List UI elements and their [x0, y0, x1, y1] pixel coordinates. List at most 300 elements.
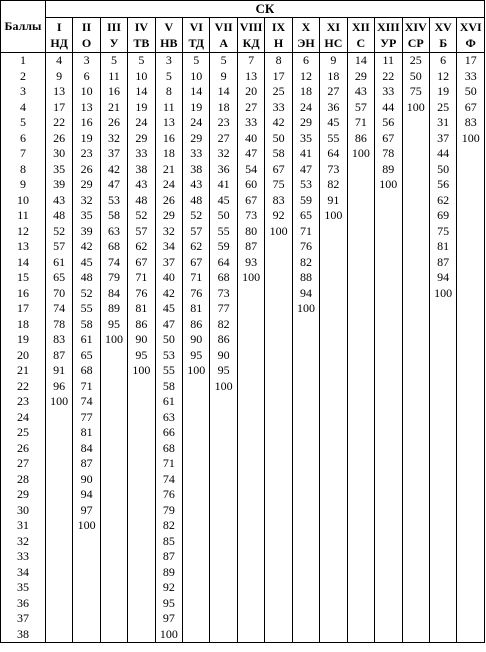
value-cell: [347, 565, 374, 581]
value-cell: 73: [320, 162, 347, 178]
value-cell: [402, 270, 429, 286]
column-abbreviation: ЭН: [297, 36, 315, 50]
value-cell: [402, 286, 429, 302]
table-row: [1, 549, 485, 565]
value-cell: [73, 611, 100, 627]
value-cell: [183, 410, 210, 426]
column-number: V: [164, 20, 174, 34]
value-cell: 55: [73, 301, 100, 317]
table-row: [1, 596, 485, 612]
value-cell: [457, 503, 485, 519]
column-abbreviation: Ф: [465, 36, 476, 50]
value-cell: 100: [237, 270, 264, 286]
table-row: [1, 115, 485, 131]
value-cell: 13: [155, 115, 182, 131]
table-row: [1, 239, 485, 255]
value-cell: 39: [45, 177, 72, 193]
ball-cell: 12: [1, 224, 46, 240]
value-cell: [292, 348, 319, 364]
value-cell: 100: [128, 363, 155, 379]
value-cell: [45, 503, 72, 519]
column-header: [265, 18, 292, 53]
value-cell: 63: [155, 410, 182, 426]
value-cell: 86: [128, 317, 155, 333]
value-cell: 45: [73, 255, 100, 271]
balls-header: Баллы: [1, 1, 46, 53]
value-cell: [73, 549, 100, 565]
value-cell: [45, 580, 72, 596]
value-cell: [320, 394, 347, 410]
sk-group-header: СК: [45, 1, 484, 18]
value-cell: [237, 317, 264, 333]
value-cell: 38: [128, 162, 155, 178]
column-header-row: [1, 18, 485, 53]
value-cell: [265, 456, 292, 472]
value-cell: [429, 565, 456, 581]
table-row: [1, 611, 485, 627]
value-cell: 35: [73, 208, 100, 224]
value-cell: 43: [183, 177, 210, 193]
value-cell: 75: [429, 224, 456, 240]
value-cell: [347, 224, 374, 240]
table-row: [1, 270, 485, 286]
value-cell: [320, 596, 347, 612]
value-cell: [128, 410, 155, 426]
value-cell: [402, 255, 429, 271]
value-cell: [265, 580, 292, 596]
value-cell: [402, 534, 429, 550]
value-cell: [320, 441, 347, 457]
table-row: [1, 301, 485, 317]
value-cell: 58: [265, 146, 292, 162]
column-header: [100, 18, 127, 53]
value-cell: [402, 456, 429, 472]
value-cell: 38: [183, 162, 210, 178]
value-cell: [265, 286, 292, 302]
value-cell: [265, 425, 292, 441]
value-cell: 100: [347, 146, 374, 162]
value-cell: [237, 503, 264, 519]
value-cell: [45, 596, 72, 612]
value-cell: [347, 596, 374, 612]
value-cell: 71: [292, 224, 319, 240]
value-cell: 47: [100, 177, 127, 193]
value-cell: 11: [375, 53, 402, 69]
value-cell: [45, 472, 72, 488]
ball-cell: 6: [1, 131, 46, 147]
value-cell: [100, 627, 127, 643]
table-row: [1, 627, 485, 643]
value-cell: 30: [45, 146, 72, 162]
value-cell: 92: [155, 580, 182, 596]
value-cell: [402, 487, 429, 503]
value-cell: 48: [73, 270, 100, 286]
value-cell: 94: [429, 270, 456, 286]
value-cell: [347, 487, 374, 503]
value-cell: [320, 487, 347, 503]
value-cell: 27: [237, 100, 264, 116]
ball-cell: 7: [1, 146, 46, 162]
value-cell: [320, 627, 347, 643]
value-cell: 57: [183, 224, 210, 240]
value-cell: 18: [210, 100, 237, 116]
value-cell: [100, 518, 127, 534]
ball-cell: 18: [1, 317, 46, 333]
value-cell: [347, 410, 374, 426]
value-cell: [183, 503, 210, 519]
column-header: [128, 18, 155, 53]
value-cell: 100: [292, 301, 319, 317]
value-cell: 44: [429, 146, 456, 162]
value-cell: 17: [45, 100, 72, 116]
value-cell: [457, 208, 485, 224]
value-cell: 86: [210, 332, 237, 348]
value-cell: 78: [375, 146, 402, 162]
column-header: [347, 18, 374, 53]
value-cell: [265, 363, 292, 379]
value-cell: 32: [73, 193, 100, 209]
value-cell: 9: [320, 53, 347, 69]
value-cell: [402, 146, 429, 162]
table-row: [1, 332, 485, 348]
column-header: [457, 18, 485, 53]
table-row: [1, 580, 485, 596]
value-cell: 53: [292, 177, 319, 193]
value-cell: [347, 534, 374, 550]
value-cell: [347, 441, 374, 457]
value-cell: [375, 565, 402, 581]
value-cell: [402, 131, 429, 147]
value-cell: 65: [292, 208, 319, 224]
value-cell: [292, 410, 319, 426]
value-cell: 86: [183, 317, 210, 333]
value-cell: [100, 379, 127, 395]
value-cell: 95: [210, 363, 237, 379]
value-cell: 84: [73, 441, 100, 457]
value-cell: 52: [45, 224, 72, 240]
column-header: [45, 18, 72, 53]
value-cell: [457, 627, 485, 643]
value-cell: 87: [45, 348, 72, 364]
value-cell: [375, 487, 402, 503]
value-cell: 21: [155, 162, 182, 178]
value-cell: 29: [183, 131, 210, 147]
value-cell: 100: [73, 518, 100, 534]
value-cell: 26: [155, 193, 182, 209]
value-cell: 33: [128, 146, 155, 162]
value-cell: [429, 627, 456, 643]
value-cell: 29: [347, 69, 374, 85]
value-cell: 89: [155, 565, 182, 581]
value-cell: 100: [100, 332, 127, 348]
value-cell: [375, 472, 402, 488]
ball-cell: 19: [1, 332, 46, 348]
value-cell: 37: [155, 255, 182, 271]
value-cell: [429, 301, 456, 317]
value-cell: 41: [292, 146, 319, 162]
ball-cell: 20: [1, 348, 46, 364]
value-cell: [375, 503, 402, 519]
value-cell: [210, 534, 237, 550]
column-header: [375, 18, 402, 53]
value-cell: [45, 410, 72, 426]
value-cell: [375, 534, 402, 550]
value-cell: 26: [73, 162, 100, 178]
value-cell: 67: [183, 255, 210, 271]
header-row-group: [1, 1, 485, 18]
value-cell: 50: [265, 131, 292, 147]
column-abbreviation: УР: [380, 36, 397, 50]
value-cell: 50: [457, 84, 485, 100]
value-cell: [183, 627, 210, 643]
value-cell: [347, 580, 374, 596]
value-cell: [402, 611, 429, 627]
value-cell: [429, 472, 456, 488]
value-cell: [347, 456, 374, 472]
value-cell: [347, 193, 374, 209]
value-cell: [347, 301, 374, 317]
value-cell: 73: [237, 208, 264, 224]
value-cell: [292, 472, 319, 488]
value-cell: [429, 456, 456, 472]
value-cell: [429, 503, 456, 519]
value-cell: [347, 627, 374, 643]
value-cell: [457, 286, 485, 302]
value-cell: 100: [155, 627, 182, 643]
value-cell: [45, 611, 72, 627]
value-cell: [265, 487, 292, 503]
ball-cell: 26: [1, 441, 46, 457]
ball-cell: 8: [1, 162, 46, 178]
value-cell: 36: [320, 100, 347, 116]
value-cell: [375, 193, 402, 209]
value-cell: [347, 348, 374, 364]
value-cell: [265, 410, 292, 426]
value-cell: 63: [100, 224, 127, 240]
value-cell: [265, 332, 292, 348]
value-cell: 20: [237, 84, 264, 100]
ball-cell: 30: [1, 503, 46, 519]
value-cell: 23: [210, 115, 237, 131]
value-cell: [100, 441, 127, 457]
value-cell: 8: [155, 84, 182, 100]
value-cell: 45: [210, 193, 237, 209]
value-cell: 34: [155, 239, 182, 255]
value-cell: 9: [45, 69, 72, 85]
value-cell: [347, 286, 374, 302]
column-number: XIV: [404, 20, 427, 34]
value-cell: [237, 456, 264, 472]
value-cell: 77: [73, 410, 100, 426]
value-cell: [347, 611, 374, 627]
value-cell: 61: [45, 255, 72, 271]
ball-cell: 15: [1, 270, 46, 286]
value-cell: 7: [237, 53, 264, 69]
value-cell: [457, 379, 485, 395]
table-row: [1, 503, 485, 519]
value-cell: 17: [265, 69, 292, 85]
value-cell: 42: [100, 162, 127, 178]
value-cell: [429, 348, 456, 364]
value-cell: [457, 239, 485, 255]
value-cell: [237, 379, 264, 395]
value-cell: [457, 534, 485, 550]
value-cell: [457, 472, 485, 488]
ball-cell: 16: [1, 286, 46, 302]
value-cell: [457, 270, 485, 286]
value-cell: 16: [155, 131, 182, 147]
value-cell: [265, 596, 292, 612]
column-number: XII: [351, 20, 370, 34]
value-cell: 53: [100, 193, 127, 209]
value-cell: [292, 456, 319, 472]
ball-cell: 23: [1, 394, 46, 410]
value-cell: 42: [73, 239, 100, 255]
value-cell: [402, 472, 429, 488]
value-cell: [100, 394, 127, 410]
value-cell: [183, 472, 210, 488]
ball-cell: 1: [1, 53, 46, 69]
value-cell: [457, 146, 485, 162]
value-cell: [45, 549, 72, 565]
value-cell: 81: [429, 239, 456, 255]
value-cell: 42: [265, 115, 292, 131]
value-cell: 86: [347, 131, 374, 147]
value-cell: [183, 565, 210, 581]
value-cell: [183, 534, 210, 550]
value-cell: [375, 394, 402, 410]
table-row: [1, 487, 485, 503]
value-cell: 100: [265, 224, 292, 240]
value-cell: [347, 394, 374, 410]
value-cell: 48: [183, 193, 210, 209]
value-cell: [237, 611, 264, 627]
column-header: [73, 18, 100, 53]
value-cell: [375, 627, 402, 643]
value-cell: [457, 348, 485, 364]
value-cell: 62: [128, 239, 155, 255]
value-cell: 48: [128, 193, 155, 209]
ball-cell: 27: [1, 456, 46, 472]
value-cell: 45: [320, 115, 347, 131]
value-cell: [347, 177, 374, 193]
table-row: [1, 193, 485, 209]
value-cell: [375, 348, 402, 364]
value-cell: 33: [457, 69, 485, 85]
value-cell: [375, 208, 402, 224]
value-cell: 33: [237, 115, 264, 131]
value-cell: [237, 487, 264, 503]
value-cell: [100, 503, 127, 519]
value-cell: [347, 208, 374, 224]
value-cell: [429, 518, 456, 534]
value-cell: 4: [45, 53, 72, 69]
value-cell: [237, 394, 264, 410]
value-cell: 17: [457, 53, 485, 69]
value-cell: 48: [45, 208, 72, 224]
value-cell: [292, 534, 319, 550]
value-cell: [402, 425, 429, 441]
value-cell: 3: [73, 53, 100, 69]
value-cell: [128, 549, 155, 565]
table-row: [1, 363, 485, 379]
value-cell: 52: [183, 208, 210, 224]
value-cell: 82: [155, 518, 182, 534]
value-cell: 58: [73, 317, 100, 333]
value-cell: [210, 425, 237, 441]
value-cell: 82: [210, 317, 237, 333]
column-number: XIII: [376, 20, 400, 34]
value-cell: 14: [210, 84, 237, 100]
value-cell: 54: [237, 162, 264, 178]
value-cell: 97: [155, 611, 182, 627]
column-abbreviation: Н: [273, 36, 284, 50]
value-cell: 62: [429, 193, 456, 209]
value-cell: [128, 379, 155, 395]
column-number: VII: [214, 20, 233, 34]
value-cell: [265, 348, 292, 364]
table-row: [1, 131, 485, 147]
ball-cell: 32: [1, 534, 46, 550]
value-cell: [210, 394, 237, 410]
table-row: [1, 472, 485, 488]
ball-cell: 31: [1, 518, 46, 534]
value-cell: 78: [45, 317, 72, 333]
value-cell: 56: [429, 177, 456, 193]
value-cell: 74: [45, 301, 72, 317]
value-cell: 100: [457, 131, 485, 147]
value-cell: 91: [45, 363, 72, 379]
value-cell: 67: [128, 255, 155, 271]
value-cell: [100, 580, 127, 596]
value-cell: [347, 472, 374, 488]
value-cell: 85: [155, 534, 182, 550]
value-cell: [292, 394, 319, 410]
value-cell: [457, 394, 485, 410]
value-cell: [347, 332, 374, 348]
value-cell: 100: [45, 394, 72, 410]
value-cell: 19: [429, 84, 456, 100]
column-abbreviation: НД: [50, 36, 68, 50]
value-cell: 27: [320, 84, 347, 100]
value-cell: 95: [155, 596, 182, 612]
value-cell: [402, 394, 429, 410]
value-cell: 5: [128, 53, 155, 69]
ball-cell: 34: [1, 565, 46, 581]
value-cell: [320, 503, 347, 519]
value-cell: [429, 379, 456, 395]
ball-cell: 11: [1, 208, 46, 224]
value-cell: [375, 239, 402, 255]
value-cell: [457, 487, 485, 503]
value-cell: [320, 301, 347, 317]
ball-cell: 14: [1, 255, 46, 271]
value-cell: [320, 580, 347, 596]
value-cell: 92: [265, 208, 292, 224]
value-cell: [292, 611, 319, 627]
value-cell: [210, 611, 237, 627]
value-cell: [210, 456, 237, 472]
value-cell: [347, 379, 374, 395]
value-cell: [347, 162, 374, 178]
value-cell: 87: [429, 255, 456, 271]
value-cell: 94: [73, 487, 100, 503]
value-cell: [265, 379, 292, 395]
value-cell: [100, 549, 127, 565]
value-cell: [320, 270, 347, 286]
value-cell: [292, 549, 319, 565]
value-cell: [265, 518, 292, 534]
